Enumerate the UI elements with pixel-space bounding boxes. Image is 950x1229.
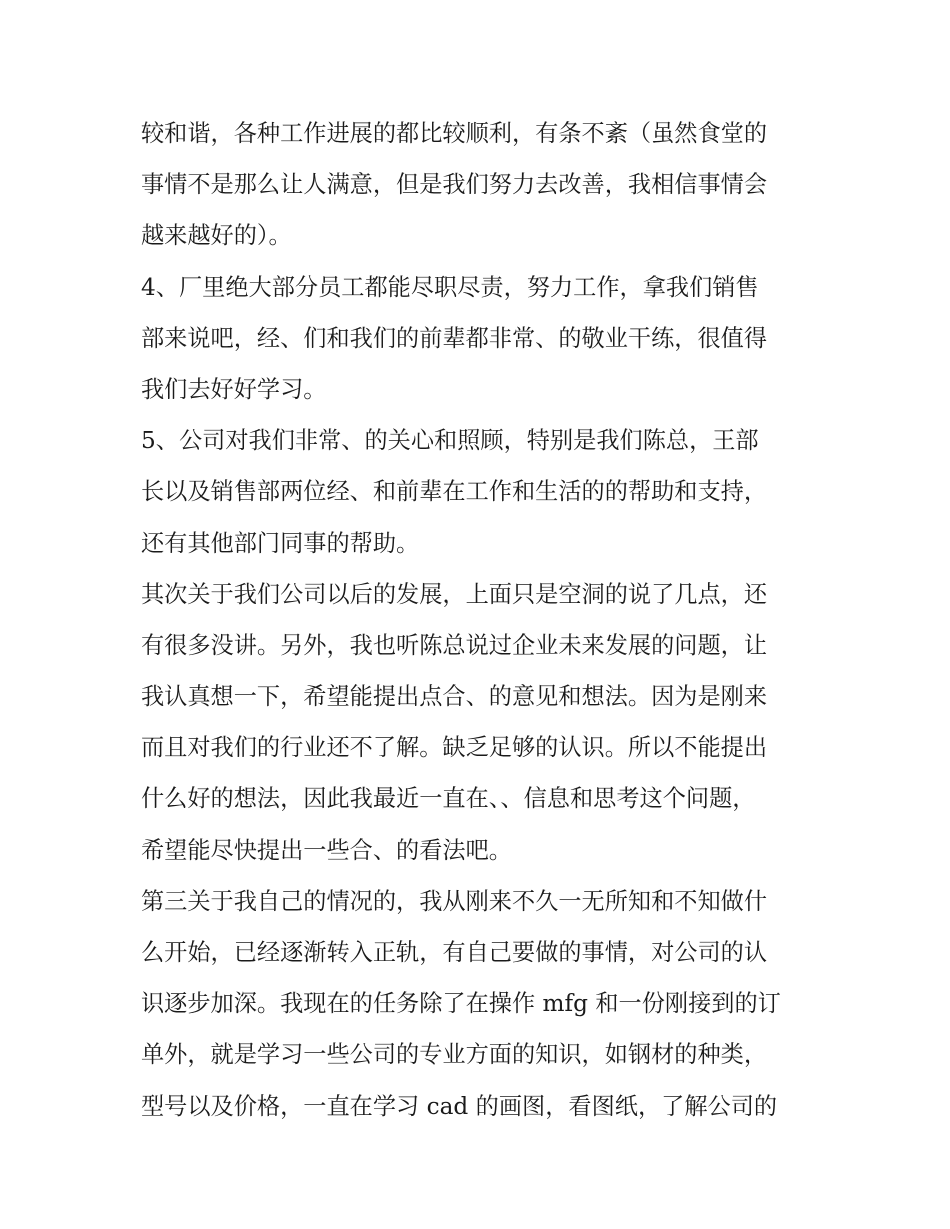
text-line: 希望能尽快提出一些合、的看法吧。 (141, 836, 512, 864)
text-line: 部来说吧，经、们和我们的前辈都非常、的敬业干练，很值得 (141, 324, 768, 352)
document-body (141, 108, 813, 1132)
text-line: 其次关于我们公司以后的发展，上面只是空洞的说了几点，还 (141, 580, 768, 608)
text-line: 有很多没讲。另外，我也听陈总说过企业未来发展的问题，让 (141, 631, 768, 659)
text-line: 识逐步加深。我现在的任务除了在操作 mfg 和一份刚接到的订 (141, 990, 781, 1018)
text-line: 而且对我们的行业还不了解。缺乏足够的认识。所以不能提出 (141, 734, 768, 762)
text-line: 单外，就是学习一些公司的专业方面的知识，如钢材的种类， (141, 1041, 768, 1069)
text-line: 么开始，已经逐渐转入正轨，有自己要做的事情，对公司的认 (141, 939, 768, 966)
text-line: 事情不是那么让人满意，但是我们努力去改善，我相信事情会 (141, 171, 768, 199)
text-line: 型号以及价格，一直在学习 cad 的画图，看图纸，了解公司的 (141, 1092, 778, 1120)
text-line: 较和谐，各种工作进展的都比较顺利，有条不紊（虽然食堂的 (141, 120, 768, 147)
text-line: 5、公司对我们非常、的关心和照顾，特别是我们陈总，王部 (141, 427, 759, 455)
text-line: 还有其他部门同事的帮助。 (141, 529, 420, 557)
text-line: 越来越好的）。 (141, 222, 292, 250)
text-line: 4、厂里绝大部分员工都能尽职尽责，努力工作，拿我们销售 (141, 273, 759, 301)
text-line: 第三关于我自己的情况的，我从刚来不久一无所知和不知做什 (141, 887, 768, 915)
text-line: 我认真想一下，希望能提出点合、的意见和想法。因为是刚来 (141, 683, 768, 711)
text-line: 长以及销售部两位经、和前辈在工作和生活的的帮助和支持， (141, 478, 768, 506)
text-line: 什么好的想法，因此我最近一直在、、信息和思考这个问题， (141, 785, 756, 813)
text-line: 我们去好好学习。 (141, 375, 327, 403)
